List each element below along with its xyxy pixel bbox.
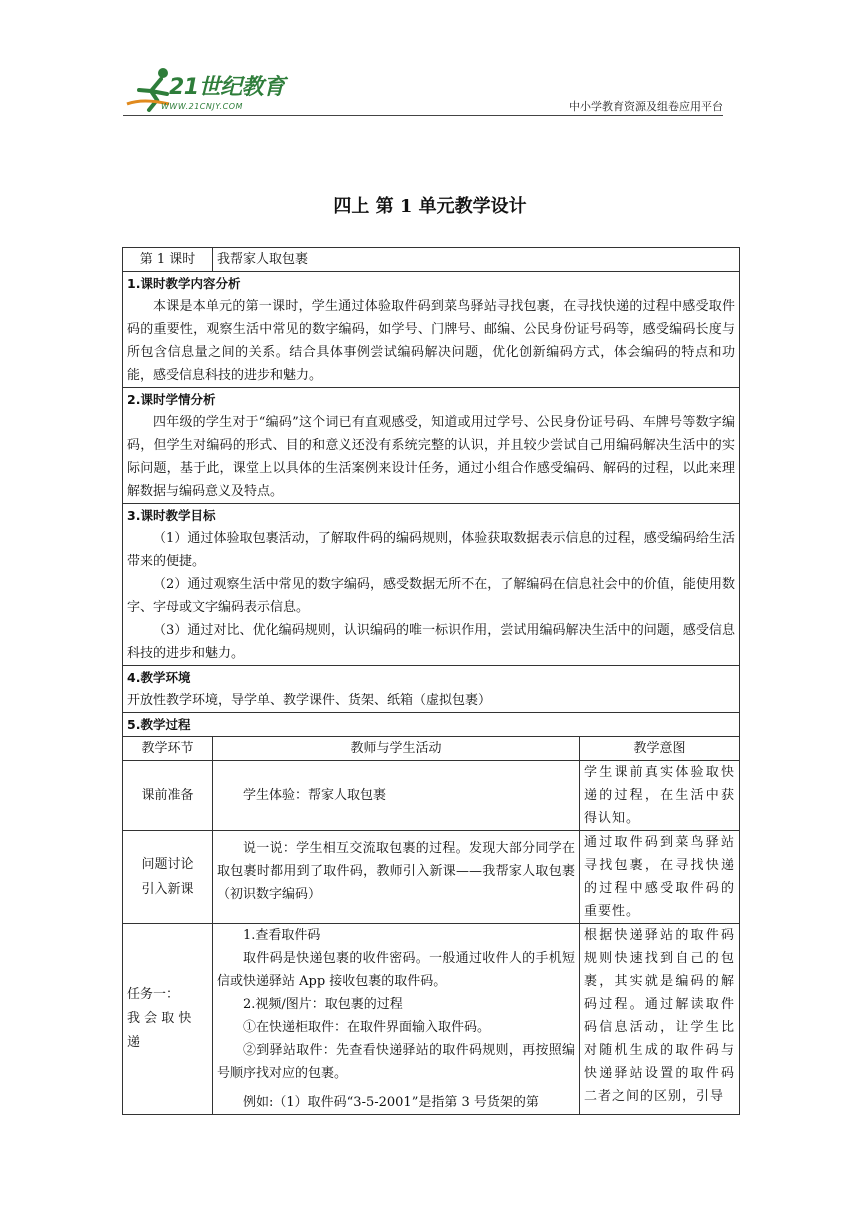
process-title-row	[123, 713, 740, 737]
process-row-prep	[123, 761, 740, 831]
goals-title: 3.课时教学目标	[127, 508, 216, 523]
platform-name: 中小学教育资源及组卷应用平台	[569, 100, 723, 113]
goals-row	[123, 504, 740, 666]
lesson-name: 我帮家人取包裹	[213, 248, 740, 272]
environment-text: 开放性教学环境，导学单、教学课件、货架、纸箱（虚拟包裹）	[127, 693, 492, 708]
col-header-intent: 教学意图	[580, 737, 740, 761]
lesson-plan-table	[122, 247, 740, 1115]
environment-title: 4.教学环境	[127, 670, 191, 685]
goal-item: （3）通过对比、优化编码规则，认识编码的唯一标识作用，尝试用编码解决生活中的问题，感受信息科技的进步和魅力。	[127, 623, 736, 661]
stage-cell: 任务一： 我 会 取 快 递	[123, 924, 213, 1115]
activity-text: 说一说：学生相互交流取包裹的过程。发现大部分同学在取包裹时都用到了取件码，教师引入新课——我帮家人取包裹（初识数字编码）	[217, 841, 575, 902]
goal-item: （1）通过体验取包裹活动，了解取件码的编码规则，体验获取数据表示信息的过程，感受编码给生活带来的便捷。	[127, 531, 736, 569]
student-analysis-text: 四年级的学生对于“编码”这个词已有直观感受，知道或用过学号、公民身份证号码、车牌号等数字编码，但学生对编码的形式、目的和意义还没有系统完整的认识，并且较少尝试自己用编码解决生活中的实际问题，基于此，课堂上以具体的生活案例来设计任务，通过小组合作感受编码、解码的过程，以此来理解数据与编码意义及特点。	[127, 415, 736, 499]
student-analysis-title: 2.课时学情分析	[127, 392, 216, 407]
activity-step: ②到驿站取件：先查看快递驿站的取件码规则，再按照编号顺序找对应的包裹。	[217, 1043, 575, 1081]
process-row-task1	[123, 924, 740, 1115]
activity-step: 例如:（1）取件码“3-5-2001”是指第 3 号货架的第	[243, 1095, 539, 1110]
content-analysis-row	[123, 272, 740, 388]
student-analysis-row	[123, 388, 740, 504]
content-analysis-title: 1.课时教学内容分析	[127, 276, 241, 291]
activity-step: 2.视频/图片：取包裹的过程	[243, 997, 403, 1012]
goal-item: （2）通过观察生活中常见的数字编码，感受数据无所不在，了解编码在信息社会中的价值，能使用数字、字母或文字编码表示信息。	[127, 577, 736, 615]
stage-cell: 问题讨论 引入新课	[123, 831, 213, 924]
activity-step: ①在快递柜取件：在取件界面输入取件码。	[243, 1020, 491, 1035]
process-row-discussion	[123, 831, 740, 924]
col-header-stage: 教学环节	[123, 737, 213, 761]
col-header-activity: 教师与学生活动	[213, 737, 580, 761]
intent-cell: 根据快递驿站的取件码规则快速找到自己的包裹，其实就是编码的解码过程。通过解读取件码信息活动，让学生比对随机生成的取件码与快递驿站设置的取件码二者之间的区别，引导	[580, 924, 740, 1115]
header-divider	[123, 115, 723, 116]
intent-cell: 学生课前真实体验取快递的过程，在生活中获得认知。	[580, 761, 740, 831]
document-title: 四上 第 1 单元教学设计	[333, 196, 527, 217]
activity-step: 取件码是快递包裹的收件密码。一般通过收件人的手机短信或快递驿站 App 接收包裹的取件码。	[217, 951, 575, 989]
process-header-row	[123, 737, 740, 761]
intent-cell: 通过取件码到菜鸟驿站寻找包裹，在寻找快递的过程中感受取件码的重要性。	[580, 831, 740, 924]
lesson-row	[123, 248, 740, 272]
content-analysis-text: 本课是本单元的第一课时，学生通过体验取件码到菜鸟驿站寻找包裹，在寻找快递的过程中感受取件码的重要性，观察生活中常见的数字编码，如学号、门牌号、邮编、公民身份证号码等，感受编码长度与所包含信息量之间的关系。结合具体事例尝试编码解决问题，优化创新编码方式，体会编码的特点和功能，感受信息科技的进步和魅力。	[127, 299, 736, 383]
logo	[123, 62, 293, 118]
environment-row	[123, 666, 740, 713]
logo-url: WWW.21CNJY.COM	[161, 102, 243, 111]
process-title: 5.教学过程	[123, 713, 740, 737]
stage-cell: 课前准备	[123, 761, 213, 831]
activity-text: 学生体验：帮家人取包裹	[243, 788, 387, 803]
logo-text: 21世纪教育	[169, 75, 285, 100]
page-header	[123, 62, 723, 118]
activity-step: 1.查看取件码	[243, 928, 321, 943]
lesson-label: 第 1 课时	[123, 248, 213, 272]
